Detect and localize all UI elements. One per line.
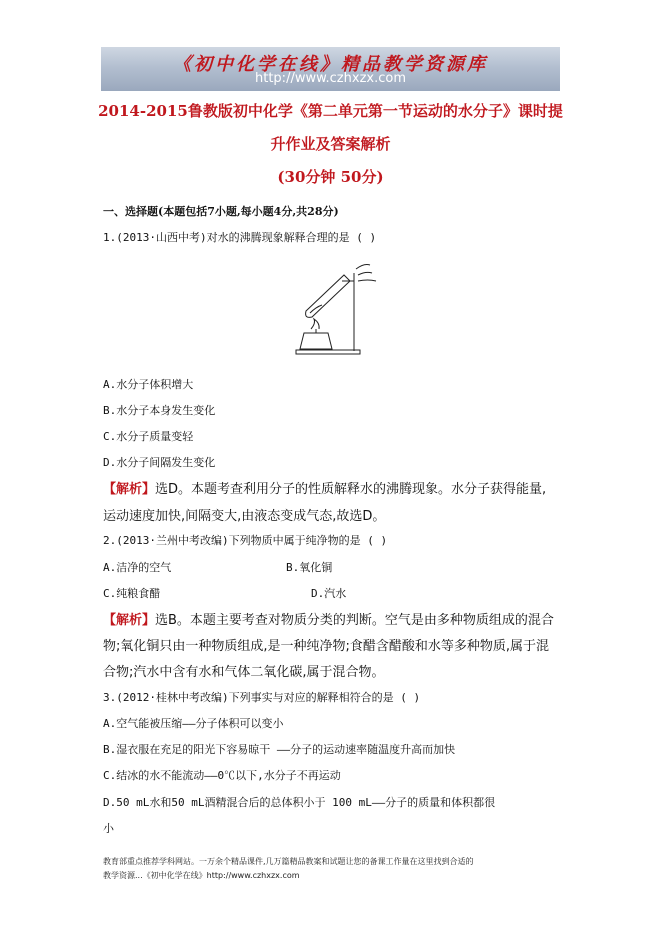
steam-lines bbox=[356, 265, 376, 282]
question-3-option-d-continued: 小 bbox=[103, 822, 114, 835]
header-banner bbox=[101, 47, 560, 91]
question-2-stem: 2.(2013·兰州中考改编)下列物质中属于纯净物的是 ( ) bbox=[103, 534, 388, 547]
question-2-option-a: A.洁净的空气 bbox=[103, 561, 172, 574]
banner-url[interactable]: http://www.czhxzx.com bbox=[255, 71, 406, 86]
question-3-stem: 3.(2012·桂林中考改编)下列事实与对应的解释相符合的是 ( ) bbox=[103, 691, 421, 704]
question-1-option-c: C.水分子质量变轻 bbox=[103, 430, 194, 443]
section-heading: 一、选择题(本题包括7小题,每小题4分,共28分) bbox=[103, 205, 339, 218]
question-3-option-d: D.50 mL水和50 mL酒精混合后的总体积小于 100 mL——分子的质量和体积都很 bbox=[103, 796, 496, 809]
question-2-option-d: D.汽水 bbox=[311, 587, 347, 600]
footer-line-2[interactable]: 教学资源...《初中化学在线》http://www.czhxzx.com bbox=[103, 871, 300, 880]
question-1-stem: 1.(2013·山西中考)对水的沸腾现象解释合理的是 ( ) bbox=[103, 231, 377, 244]
alcohol-lamp bbox=[300, 333, 332, 349]
question-2-option-c: C.纯粮食醋 bbox=[103, 587, 161, 600]
stand-base bbox=[296, 350, 360, 354]
question-3-option-b: B.湿衣服在充足的阳光下容易晾干 ——分子的运动速率随温度升高而加快 bbox=[103, 743, 456, 756]
question-2-option-b: B.氧化铜 bbox=[286, 561, 333, 574]
boiling-water-apparatus-figure bbox=[286, 253, 386, 361]
analysis-text: 选D。本题考查利用分子的性质解释水的沸腾现象。水分子获得能量, bbox=[155, 482, 547, 497]
analysis-label: 【解析】 bbox=[103, 482, 156, 497]
footer-line-1: 教育部重点推荐学科网站。一万余个精品课件,几万篇精品教案和试题让您的备课工作量在这里找到合适的 bbox=[103, 857, 474, 866]
document-title-line-2: 升作业及答案解析 bbox=[270, 135, 391, 153]
question-2-analysis-line-1 bbox=[103, 609, 554, 628]
banner-title: 《初中化学在线》精品教学资源库 bbox=[173, 54, 488, 75]
analysis-label: 【解析】 bbox=[103, 613, 156, 628]
question-1-analysis-line-2: 运动速度加快,间隔变大,由液态变成气态,故选D。 bbox=[103, 509, 386, 524]
question-1-option-b: B.水分子本身发生变化 bbox=[103, 404, 216, 417]
analysis-text: 选B。本题主要考查对物质分类的判断。空气是由多种物质组成的混合 bbox=[155, 613, 554, 628]
question-3-option-a: A.空气能被压缩——分子体积可以变小 bbox=[103, 717, 284, 730]
question-2-analysis-line-3: 合物;汽水中含有水和气体二氧化碳,属于混合物。 bbox=[103, 665, 385, 680]
question-1-analysis-line-1 bbox=[103, 478, 546, 497]
question-3-option-c: C.结冰的水不能流动——0℃以下,水分子不再运动 bbox=[103, 769, 341, 782]
question-2-analysis-line-2: 物;氧化铜只由一种物质组成,是一种纯净物;食醋含醋酸和水等多种物质,属于混 bbox=[103, 639, 550, 654]
document-title-line-1: 2014-2015鲁教版初中化学《第二单元第一节运动的水分子》课时提 bbox=[98, 102, 563, 120]
question-1-option-a: A.水分子体积增大 bbox=[103, 378, 194, 391]
flame bbox=[311, 319, 319, 329]
time-score: (30分钟 50分) bbox=[277, 168, 384, 186]
question-1-option-d: D.水分子间隔发生变化 bbox=[103, 456, 216, 469]
